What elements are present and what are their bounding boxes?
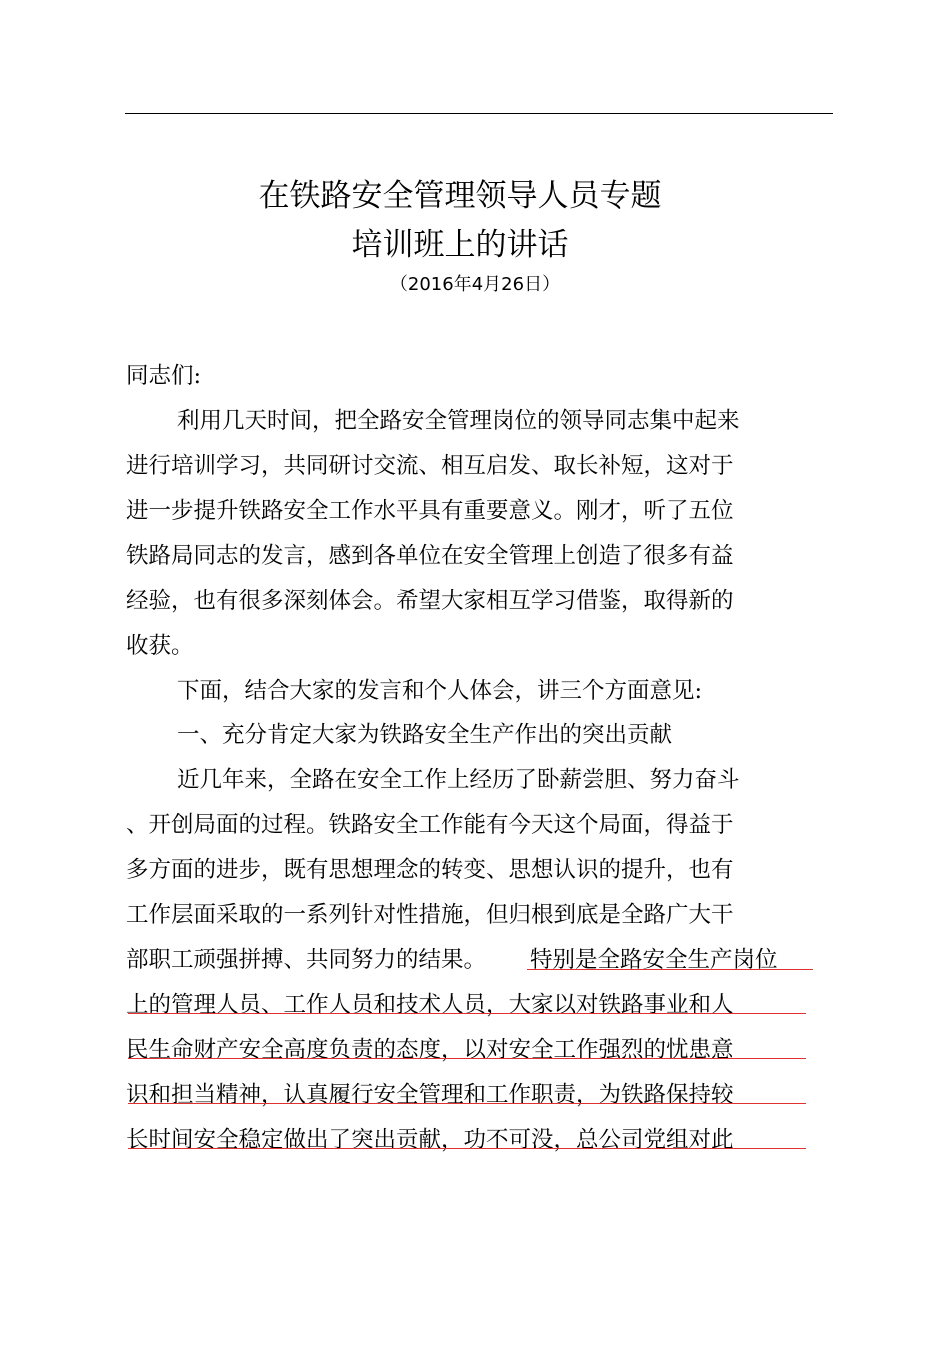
- body-line: 利用几天时间，把全路安全管理岗位的领导同志集中起来: [177, 408, 740, 434]
- salutation: 同志们:: [126, 363, 202, 389]
- body-line: 工作层面采取的一系列针对性措施，但归根到底是全路广大干: [126, 902, 734, 928]
- body-line: 下面，结合大家的发言和个人体会，讲三个方面意见:: [177, 678, 703, 704]
- body-line: 经验，也有很多深刻体会。希望大家相互学习借鉴，取得新的: [126, 588, 734, 614]
- header-rule: [125, 113, 833, 114]
- document-title-line2: 培训班上的讲话: [351, 227, 569, 263]
- document-title-line1: 在铁路安全管理领导人员专题: [258, 178, 662, 214]
- red-underline: [128, 1103, 806, 1104]
- red-underline: [128, 1013, 806, 1014]
- section-heading: 一、充分肯定大家为铁路安全生产作出的突出贡献: [177, 722, 673, 748]
- red-underline: [527, 969, 813, 970]
- red-underline: [128, 1058, 806, 1059]
- body-line: 进一步提升铁路安全工作水平具有重要意义。刚才，听了五位: [126, 498, 734, 524]
- highlighted-text: 长时间安全稳定做出了突出贡献，功不可没，总公司党组对此: [126, 1127, 734, 1153]
- red-underline: [128, 1148, 806, 1149]
- body-line: 近几年来，全路在安全工作上经历了卧薪尝胆、努力奋斗: [177, 767, 740, 793]
- document-date: （2016年4月26日）: [389, 274, 561, 295]
- highlighted-text: 特别是全路安全生产岗位: [530, 947, 778, 973]
- body-line: 、开创局面的过程。铁路安全工作能有今天这个局面，得益于: [126, 812, 734, 838]
- body-line: 收获。: [126, 633, 194, 659]
- highlighted-text: 上的管理人员、工作人员和技术人员，大家以对铁路事业和人: [126, 992, 734, 1018]
- body-line: 铁路局同志的发言，感到各单位在安全管理上创造了很多有益: [126, 543, 734, 569]
- body-line: 进行培训学习，共同研讨交流、相互启发、取长补短，这对于: [126, 453, 734, 479]
- highlighted-text: 民生命财产安全高度负责的态度，以对安全工作强烈的忧患意: [126, 1037, 734, 1063]
- highlighted-text: 识和担当精神，认真履行安全管理和工作职责，为铁路保持较: [126, 1082, 734, 1108]
- body-line: 多方面的进步，既有思想理念的转变、思想认识的提升，也有: [126, 857, 734, 883]
- body-line: 部职工顽强拼搏、共同努力的结果。: [126, 947, 487, 973]
